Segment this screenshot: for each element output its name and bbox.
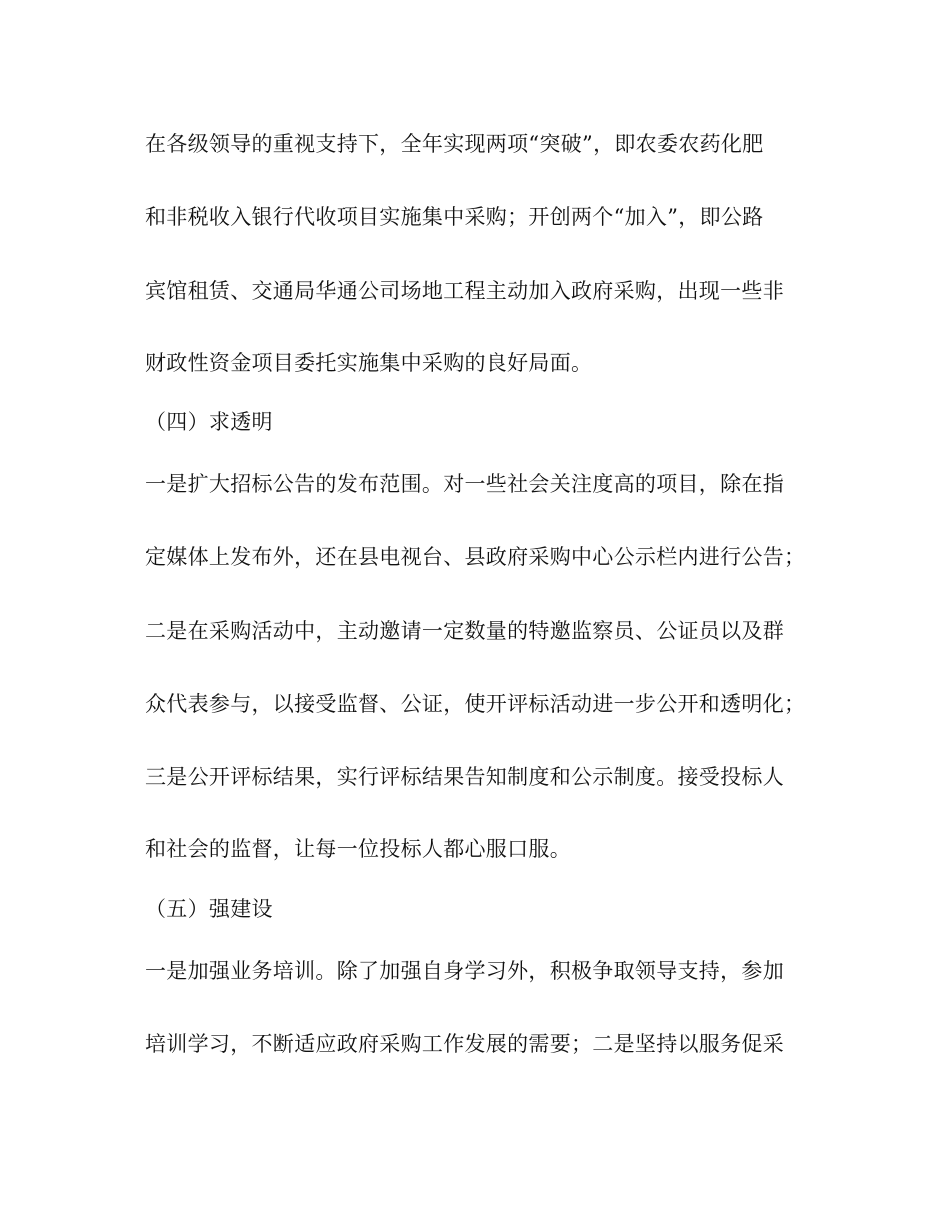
paragraph-line: 一是扩大招标公告的发布范围。对一些社会关注度高的项目，除在指: [145, 472, 784, 496]
section-heading-5: （五）强建设: [145, 897, 273, 921]
paragraph-line: 培训学习，不断适应政府采购工作发展的需要；二是坚持以服务促采: [145, 1032, 784, 1056]
paragraph-line: 一是加强业务培训。除了加强自身学习外，积极争取领导支持，参加: [145, 959, 784, 983]
paragraph-line: 定媒体上发布外，还在县电视台、县政府采购中心公示栏内进行公告；: [145, 545, 806, 569]
paragraph-line: 三是公开评标结果，实行评标结果告知制度和公示制度。接受投标人: [145, 765, 784, 789]
paragraph-line: 众代表参与，以接受监督、公证，使开评标活动进一步公开和透明化；: [145, 692, 806, 716]
paragraph-line: 二是在采购活动中，主动邀请一定数量的特邀监察员、公证员以及群: [145, 619, 784, 643]
paragraph-line: 和非税收入银行代收项目实施集中采购；开创两个“加入”，即公路: [145, 205, 764, 229]
section-heading-4: （四）求透明: [145, 410, 273, 434]
paragraph-line: 和社会的监督，让每一位投标人都心服口服。: [145, 837, 571, 861]
paragraph-line: 财政性资金项目委托实施集中采购的良好局面。: [145, 351, 593, 375]
paragraph-line: 在各级领导的重视支持下，全年实现两项“突破”，即农委农药化肥: [145, 132, 764, 156]
paragraph-line: 宾馆租赁、交通局华通公司场地工程主动加入政府采购，出现一些非: [145, 279, 784, 303]
